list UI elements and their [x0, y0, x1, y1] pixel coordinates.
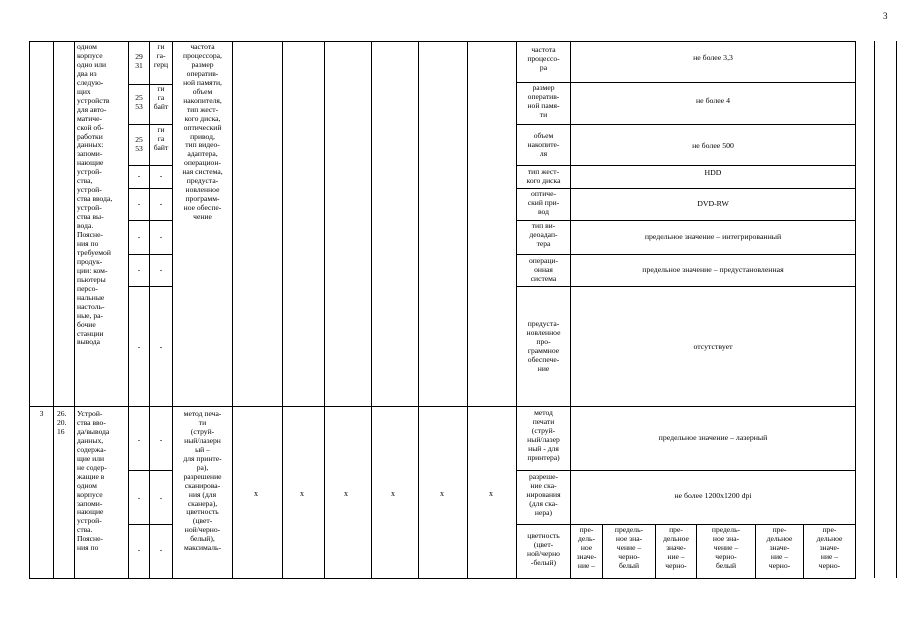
row2-code: 26. 20. 16 — [57, 409, 67, 436]
row1-param-name-6: тип ви- деоадап- тера — [529, 221, 558, 248]
row1-param-value-2: не более 4 — [695, 96, 730, 105]
row1-code-2: 25 53 — [135, 93, 143, 111]
row2-description: Устрой- ства вво- да/вывода данных, содержа- щие или не содер- жащие в одном корпусе запоми- нающие устрой- ства. Поясне- ния по — [77, 409, 110, 553]
row2-param-name-1: метод печати (струй- ный/лазер ный - для принтера) — [527, 408, 560, 462]
row1-dash-unit-8: - — [159, 342, 163, 351]
row1-param-value-8: отсутствует — [693, 342, 733, 351]
row2-number: 3 — [39, 409, 44, 418]
row1-param-value-4: HDD — [704, 168, 722, 177]
row1-code-3: 25 53 — [135, 135, 143, 153]
row2-x-mark-5: x — [440, 489, 444, 498]
row2-param-name-2: разреше- ние ска- нирования (для ска- нера) — [526, 472, 561, 517]
row1-dash-unit-7: - — [159, 265, 163, 274]
row1-dash-code-5: - — [137, 199, 141, 208]
row1-param-name-4: тип жест- кого диска — [526, 167, 561, 185]
row1-code-1: 29 31 — [135, 52, 143, 70]
row2-characteristics: метод печа- ти (струй- ный/лазерн ый – для принте- ра), разрешение сканирова- ния (для сканера), цветность (цвет- ной/черно- белый), максималь- — [183, 409, 222, 553]
row2-param-value-2: не более 1200x1200 dpi — [674, 491, 752, 500]
row1-dash-code-4: - — [137, 171, 141, 180]
row2-color-sub-1: пре- дель- ное значе- ние – — [576, 525, 597, 570]
row1-param-name-5: оптиче- ский при- вод — [527, 189, 560, 216]
row1-characteristics: частота процессора, размер оператив- ной памяти, объем накопителя, тип жест- кого диска, оптический привод, тип видео- адаптера, операцион- ная система, предуста- новленное программ- ное обеспе- чение — [182, 42, 223, 222]
row2-color-sub-6: пре- дельное значе- ние – черно- — [816, 525, 843, 570]
row2-color-sub-5: пре- дельное значе- ние – черно- — [766, 525, 793, 570]
row2-dash-code-3: - — [137, 545, 141, 554]
row2-x-mark-4: x — [391, 489, 395, 498]
row2-x-mark-1: x — [254, 489, 258, 498]
row2-param-value-1: предельное значение – лазерный — [658, 433, 768, 442]
page-number: 3 — [883, 11, 888, 21]
row1-param-name-3: объем накопите- ля — [527, 131, 560, 158]
row1-param-name-2: размер оператив- ной памя- ти — [527, 83, 560, 119]
row2-color-sub-3: пре- дельное значе- ние – черно- — [663, 525, 689, 570]
row1-unit-2: ги га байт — [153, 84, 169, 111]
row1-param-value-1: не более 3,3 — [693, 53, 733, 62]
row1-dash-code-6: - — [137, 232, 141, 241]
row2-dash-unit-1: - — [159, 435, 163, 444]
row1-param-value-5: DVD-RW — [697, 199, 729, 208]
row1-unit-3: ги га байт — [153, 125, 169, 152]
row2-dash-code-1: - — [137, 435, 141, 444]
row1-dash-code-7: - — [137, 265, 141, 274]
row1-param-name-7: операци- онная система — [528, 256, 559, 283]
row1-dash-unit-5: - — [159, 199, 163, 208]
row2-x-mark-3: x — [344, 489, 348, 498]
row2-color-sub-2: предель- ное зна- чение – черно- белый — [614, 525, 644, 570]
row1-description: одном корпусе одно или два из следую- щих устройств для авто- матиче- ской об- работки данных: запоми- нающие устрой- ства, устрой- ства ввода, устрой- ства вы- вода. Поясне- ния по требуемой продук- ции: ком- пьютеры персо- нальные настоль- ные, ра- бочие станции вывода — [77, 42, 113, 347]
row1-param-name-1: частота процессо- ра — [527, 45, 560, 72]
row1-param-value-7: предельное значение – предустановленная — [642, 265, 784, 274]
row1-dash-code-8: - — [137, 342, 141, 351]
row1-param-name-8: предуста- новленное про- граммное обеспече- ние — [526, 319, 561, 373]
row2-x-mark-2: x — [300, 489, 304, 498]
row2-dash-unit-2: - — [159, 493, 163, 502]
row2-dash-code-2: - — [137, 493, 141, 502]
row1-dash-unit-4: - — [159, 171, 163, 180]
row1-dash-unit-6: - — [159, 232, 163, 241]
row2-color-sub-4: предель- ное зна- чение – черно- белый — [711, 525, 741, 570]
row2-x-mark-6: x — [489, 489, 493, 498]
row2-param-name-3: цветность (цвет- ной/черно -белый) — [527, 531, 560, 567]
row1-param-value-6: предельное значение – интегрированный — [644, 232, 782, 241]
row1-param-value-3: не более 500 — [692, 141, 734, 150]
row1-unit-1: ги га- герц — [153, 42, 169, 69]
row2-dash-unit-3: - — [159, 545, 163, 554]
